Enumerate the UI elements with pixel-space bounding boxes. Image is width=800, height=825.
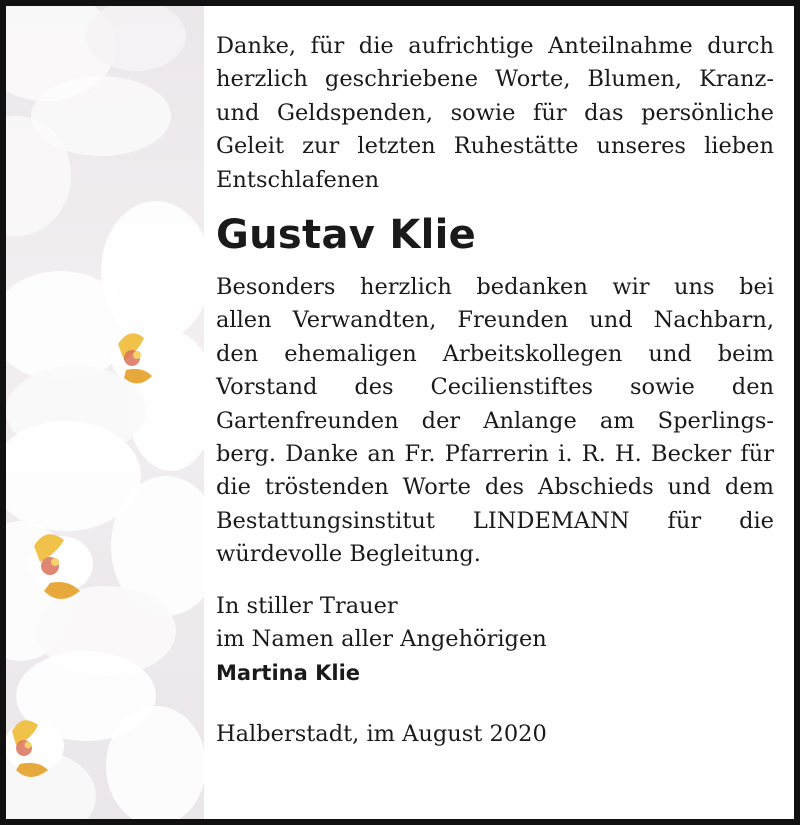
thanks-line: die tröstenden Worte des Abschieds und dem [216,474,774,501]
closing-line: im Namen aller Angehörigen [216,626,547,653]
orchid-photo [6,6,204,819]
thanks-line: Gartenfreunden der Anlange am Sperlings- [216,407,774,434]
closing-line: In stiller Trauer [216,592,398,619]
thanks-line: allen Verwandten, Freunden und Nachbarn, [216,307,774,334]
closing-block [216,590,774,691]
intro-line: und Geldspenden, sowie für das persönliche [216,99,774,126]
intro-line: Danke, für die aufrichtige Anteilnahme durch [216,33,774,59]
thanks-line: würdevolle Begleitung. [216,541,481,568]
thanks-line: Vorstand des Cecilienstiftes sowie den [216,374,774,401]
orchid-flower-icon [6,651,204,819]
intro-line: Geleit zur letzten Ruhestätte unseres lieben [216,133,774,160]
obituary-text [216,30,774,751]
thanks-line: Bestattungsinstitut LINDEMANN für die [216,507,774,534]
intro-line: herzlich geschriebene Worte, Blumen, Kranz- [216,66,774,93]
thanks-line: den ehemaligen Arbeitskollegen und beim [216,340,774,367]
thanks-line: berg. Danke an Fr. Pfarrerin i. R. H. Becker für [216,441,774,468]
place-date: Halberstadt, im August 2020 [216,721,547,748]
signer-name: Martina Klie [216,660,361,685]
thanks-line: Besonders herzlich bedanken wir uns bei [216,274,774,301]
intro-line: Entschlafenen [216,166,380,193]
intro-paragraph [216,30,774,197]
thanks-paragraph [216,271,774,572]
deceased-name: Gustav Klie [216,212,477,259]
